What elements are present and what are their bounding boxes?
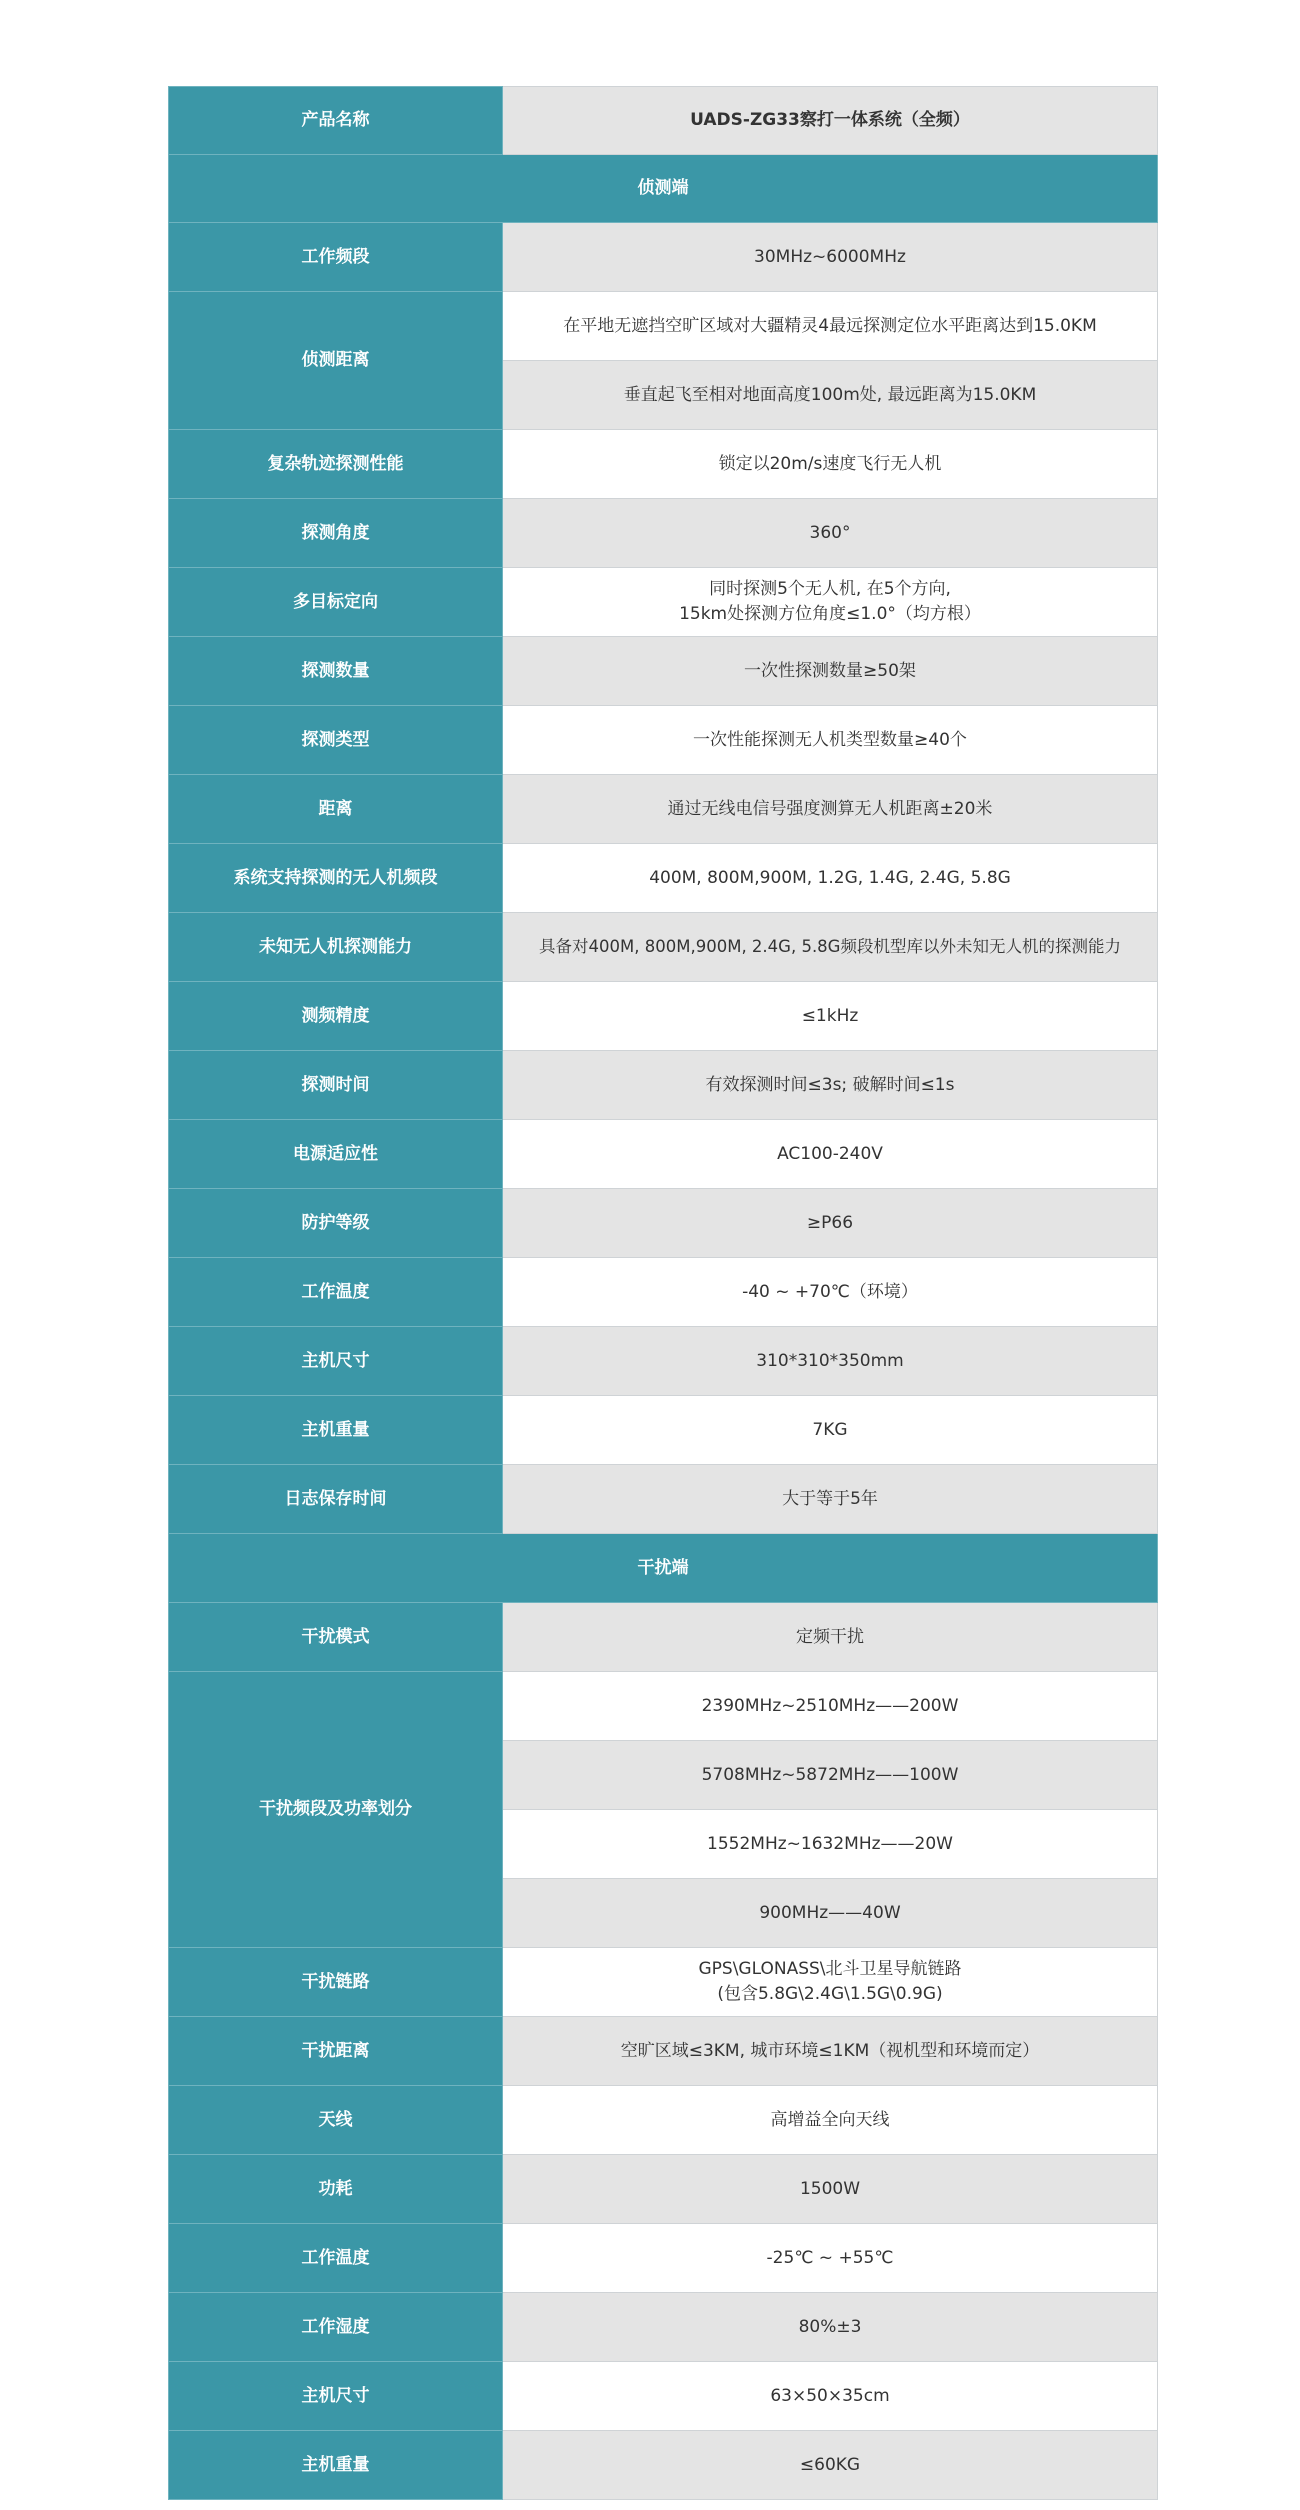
unknown-uav-value: 具备对400M, 800M,900M, 2.4G, 5.8G频段机型库以外未知无人机的探测能力: [503, 913, 1158, 982]
table-row: [169, 292, 1158, 361]
product-name-label: 产品名称: [169, 87, 503, 155]
detect-distance-value-2: 垂直起飞至相对地面高度100m处, 最远距离为15.0KM: [503, 361, 1158, 430]
power-adapt-value: AC100-240V: [503, 1120, 1158, 1189]
antenna-value: 高增益全向天线: [503, 2086, 1158, 2155]
jam-mode-value: 定频干扰: [503, 1603, 1158, 1672]
distance-label: 距离: [169, 775, 503, 844]
jam-host-weight-label: 主机重量: [169, 2431, 503, 2500]
detect-work-temp-label: 工作温度: [169, 1258, 503, 1327]
multi-target-line-2: 15km处探测方位角度≤1.0°（均方根）: [679, 604, 981, 624]
table-row: [169, 1948, 1158, 2017]
jam-mode-label: 干扰模式: [169, 1603, 503, 1672]
detect-time-label: 探测时间: [169, 1051, 503, 1120]
power-consumption-value: 1500W: [503, 2155, 1158, 2224]
table-row: [169, 430, 1158, 499]
table-row: [169, 2362, 1158, 2431]
detection-section-title: 侦测端: [169, 155, 1158, 223]
freq-range-label: 工作频段: [169, 223, 503, 292]
jam-bands-label: 干扰频段及功率划分: [169, 1672, 503, 1948]
power-adapt-label: 电源适应性: [169, 1120, 503, 1189]
freq-accuracy-label: 测频精度: [169, 982, 503, 1051]
spec-table: [168, 86, 1158, 2500]
detect-count-value: 一次性探测数量≥50架: [503, 637, 1158, 706]
table-row: [169, 913, 1158, 982]
detect-time-value: 有效探测时间≤3s; 破解时间≤1s: [503, 1051, 1158, 1120]
jam-band-value: 2390MHz~2510MHz——200W: [503, 1672, 1158, 1741]
jam-work-temp-label: 工作温度: [169, 2224, 503, 2293]
detect-type-label: 探测类型: [169, 706, 503, 775]
distance-value: 通过无线电信号强度测算无人机距离±20米: [503, 775, 1158, 844]
multi-target-value: [503, 568, 1158, 637]
detect-work-temp-value: -40 ~ +70℃（环境）: [503, 1258, 1158, 1327]
jam-distance-label: 干扰距离: [169, 2017, 503, 2086]
jam-links-line-1: GPS\GLONASS\北斗卫星导航链路: [698, 1959, 962, 1980]
multi-target-line-1: 同时探测5个无人机, 在5个方向,: [709, 579, 951, 600]
jam-work-humidity-label: 工作湿度: [169, 2293, 503, 2362]
table-row: [169, 2293, 1158, 2362]
table-row: [169, 1465, 1158, 1534]
jam-host-size-label: 主机尺寸: [169, 2362, 503, 2431]
jam-band-value: 900MHz——40W: [503, 1879, 1158, 1948]
product-name-value: UADS-ZG33察打一体系统（全频）: [503, 87, 1158, 155]
table-row: [169, 2224, 1158, 2293]
table-row: [169, 982, 1158, 1051]
jam-links-value: [503, 1948, 1158, 2017]
protection-value: ≥P66: [503, 1189, 1158, 1258]
jamming-section-title: 干扰端: [169, 1534, 1158, 1603]
section-row: [169, 155, 1158, 223]
detect-host-size-label: 主机尺寸: [169, 1327, 503, 1396]
table-row: [169, 2086, 1158, 2155]
table-row: [169, 568, 1158, 637]
supported-bands-label: 系统支持探测的无人机频段: [169, 844, 503, 913]
table-row: [169, 87, 1158, 155]
jam-links-line-2: (包含5.8G\2.4G\1.5G\0.9G): [717, 1984, 943, 2004]
table-row: [169, 844, 1158, 913]
jam-host-weight-value: ≤60KG: [503, 2431, 1158, 2500]
log-retention-value: 大于等于5年: [503, 1465, 1158, 1534]
table-row: [169, 1672, 1158, 1741]
table-row: [169, 1327, 1158, 1396]
track-perf-value: 锁定以20m/s速度飞行无人机: [503, 430, 1158, 499]
detect-distance-value-1: 在平地无遮挡空旷区域对大疆精灵4最远探测定位水平距离达到15.0KM: [503, 292, 1158, 361]
table-row: [169, 1189, 1158, 1258]
table-row: [169, 706, 1158, 775]
antenna-label: 天线: [169, 2086, 503, 2155]
log-retention-label: 日志保存时间: [169, 1465, 503, 1534]
track-perf-label: 复杂轨迹探测性能: [169, 430, 503, 499]
detect-count-label: 探测数量: [169, 637, 503, 706]
table-row: [169, 2155, 1158, 2224]
table-row: [169, 1051, 1158, 1120]
detect-host-size-value: 310*310*350mm: [503, 1327, 1158, 1396]
supported-bands-value: 400M, 800M,900M, 1.2G, 1.4G, 2.4G, 5.8G: [503, 844, 1158, 913]
unknown-uav-label: 未知无人机探测能力: [169, 913, 503, 982]
table-row: [169, 1258, 1158, 1327]
table-row: [169, 2431, 1158, 2500]
table-row: [169, 2017, 1158, 2086]
detect-angle-label: 探测角度: [169, 499, 503, 568]
jam-band-value: 5708MHz~5872MHz——100W: [503, 1741, 1158, 1810]
power-consumption-label: 功耗: [169, 2155, 503, 2224]
table-row: [169, 1603, 1158, 1672]
jam-host-size-value: 63×50×35cm: [503, 2362, 1158, 2431]
multi-target-label: 多目标定向: [169, 568, 503, 637]
table-row: [169, 637, 1158, 706]
jam-work-humidity-value: 80%±3: [503, 2293, 1158, 2362]
detect-host-weight-value: 7KG: [503, 1396, 1158, 1465]
section-row: [169, 1534, 1158, 1603]
detect-angle-value: 360°: [503, 499, 1158, 568]
protection-label: 防护等级: [169, 1189, 503, 1258]
table-row: [169, 775, 1158, 844]
jam-work-temp-value: -25℃ ~ +55℃: [503, 2224, 1158, 2293]
detect-distance-label: 侦测距离: [169, 292, 503, 430]
jam-band-value: 1552MHz~1632MHz——20W: [503, 1810, 1158, 1879]
table-row: [169, 1120, 1158, 1189]
jam-links-label: 干扰链路: [169, 1948, 503, 2017]
jam-distance-value: 空旷区域≤3KM, 城市环境≤1KM（视机型和环境而定）: [503, 2017, 1158, 2086]
table-row: [169, 499, 1158, 568]
freq-range-value: 30MHz~6000MHz: [503, 223, 1158, 292]
table-row: [169, 223, 1158, 292]
table-row: [169, 1396, 1158, 1465]
detect-type-value: 一次性能探测无人机类型数量≥40个: [503, 706, 1158, 775]
detect-host-weight-label: 主机重量: [169, 1396, 503, 1465]
freq-accuracy-value: ≤1kHz: [503, 982, 1158, 1051]
